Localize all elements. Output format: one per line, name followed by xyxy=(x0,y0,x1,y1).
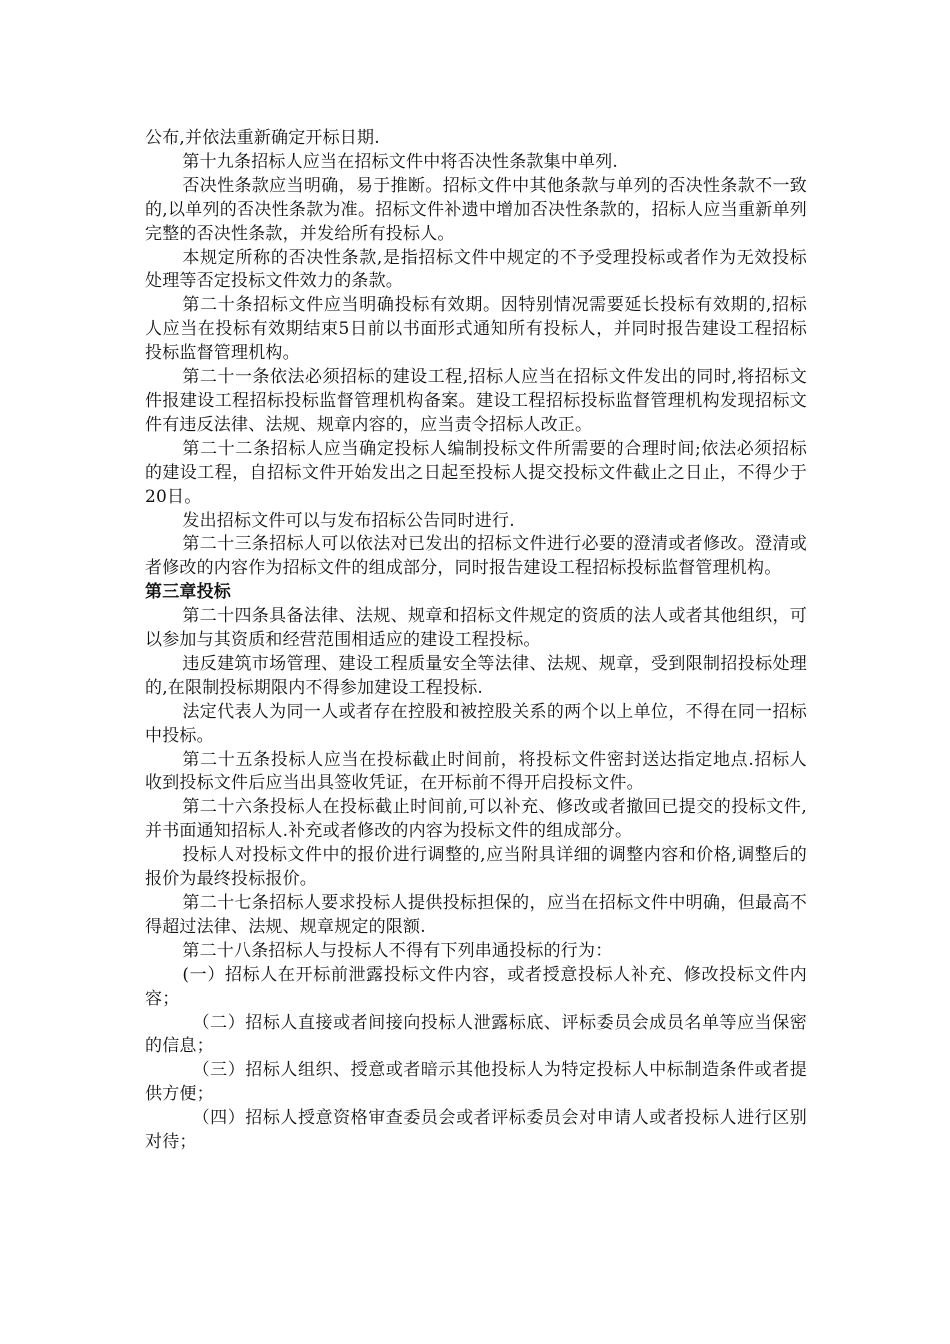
paragraph: 公布,并依法重新确定开标日期. xyxy=(145,128,380,148)
list-item: （三）招标人组织、授意或者暗示其他投标人为特定投标人中标制造条件或者提供方便； xyxy=(145,1060,807,1105)
paragraph: 第二十条招标文件应当明确投标有效期。因特别情况需要延长投标有效期的,招标人应当在投标有效期结束5日前以书面形式通知所有投标人，并同时报告建设工程招标投标监督管理机构。 xyxy=(145,295,807,364)
document-page xyxy=(145,127,807,1155)
chapter-title: 第三章投标 xyxy=(145,582,231,603)
paragraph: 第十九条招标人应当在招标文件中将否决性条款集中单列. xyxy=(182,151,618,172)
paragraph: 法定代表人为同一人或者存在控股和被控股关系的两个以上单位，不得在同一招标中投标。 xyxy=(145,701,807,746)
paragraph: 违反建筑市场管理、建设工程质量安全等法律、法规、规章，受到限制招投标处理的,在限制投标期限内不得参加建设工程投标. xyxy=(145,653,807,698)
paragraph: 第二十一条依法必须招标的建设工程,招标人应当在招标文件发出的同时,将招标文件报建设工程招标投标监督管理机构备案。建设工程招标投标监督管理机构发现招标文件有违反法律、法规、规章内容的，应当责令招标人改正。 xyxy=(145,367,807,435)
paragraph: 否决性条款应当明确，易于推断。招标文件中其他条款与单列的否决性条款不一致的,以单列的否决性条款为准。招标文件补遗中增加否决性条款的，招标人应当重新单列完整的否决性条款，并发给所有投标人。 xyxy=(145,175,807,244)
list-item: (一）招标人在开标前泄露投标文件内容，或者授意投标人补充、修改投标文件内容； xyxy=(145,964,807,1009)
paragraph: 第二十八条招标人与投标人不得有下列串通投标的行为： xyxy=(182,940,613,961)
list-item: （四）招标人授意资格审查委员会或者评标委员会对申请人或者投标人进行区别对待； xyxy=(145,1108,807,1153)
paragraph: 第二十六条投标人在投标截止时间前,可以补充、修改或者撤回已提交的投标文件,并书面通知招标人.补充或者修改的内容为投标文件的组成部分。 xyxy=(145,797,807,842)
list-item: （二）招标人直接或者间接向投标人泄露标底、评标委员会成员名单等应当保密的信息； xyxy=(145,1012,807,1057)
paragraph: 第二十五条投标人应当在投标截止时间前，将投标文件密封送达指定地点.招标人收到投标文件后应当出具签收凭证，在开标前不得开启投标文件。 xyxy=(145,749,807,794)
paragraph: 本规定所称的否决性条款,是指招标文件中规定的不予受理投标或者作为无效投标处理等否定投标文件效力的条款。 xyxy=(145,247,807,292)
paragraph: 投标人对投标文件中的报价进行调整的,应当附具详细的调整内容和价格,调整后的报价为最终投标报价。 xyxy=(145,845,807,890)
paragraph: 第二十二条招标人应当确定投标人编制投标文件所需要的合理时间;依法必须招标的建设工程，自招标文件开始发出之日起至投标人提交投标文件截止之日止，不得少于20日。 xyxy=(145,438,807,507)
paragraph: 发出招标文件可以与发布招标公告同时进行. xyxy=(182,510,515,531)
paragraph: 第二十四条具备法律、法规、规章和招标文件规定的资质的法人或者其他组织，可以参加与其资质和经营范围相适应的建设工程投标。 xyxy=(145,606,807,651)
paragraph: 第二十七条招标人要求投标人提供投标担保的，应当在招标文件中明确，但最高不得超过法律、法规、规章规定的限额. xyxy=(145,893,807,937)
paragraph: 第二十三条招标人可以依法对已发出的招标文件进行必要的澄清或者修改。澄清或者修改的内容作为招标文件的组成部分，同时报告建设工程招标投标监督管理机构。 xyxy=(145,534,807,579)
